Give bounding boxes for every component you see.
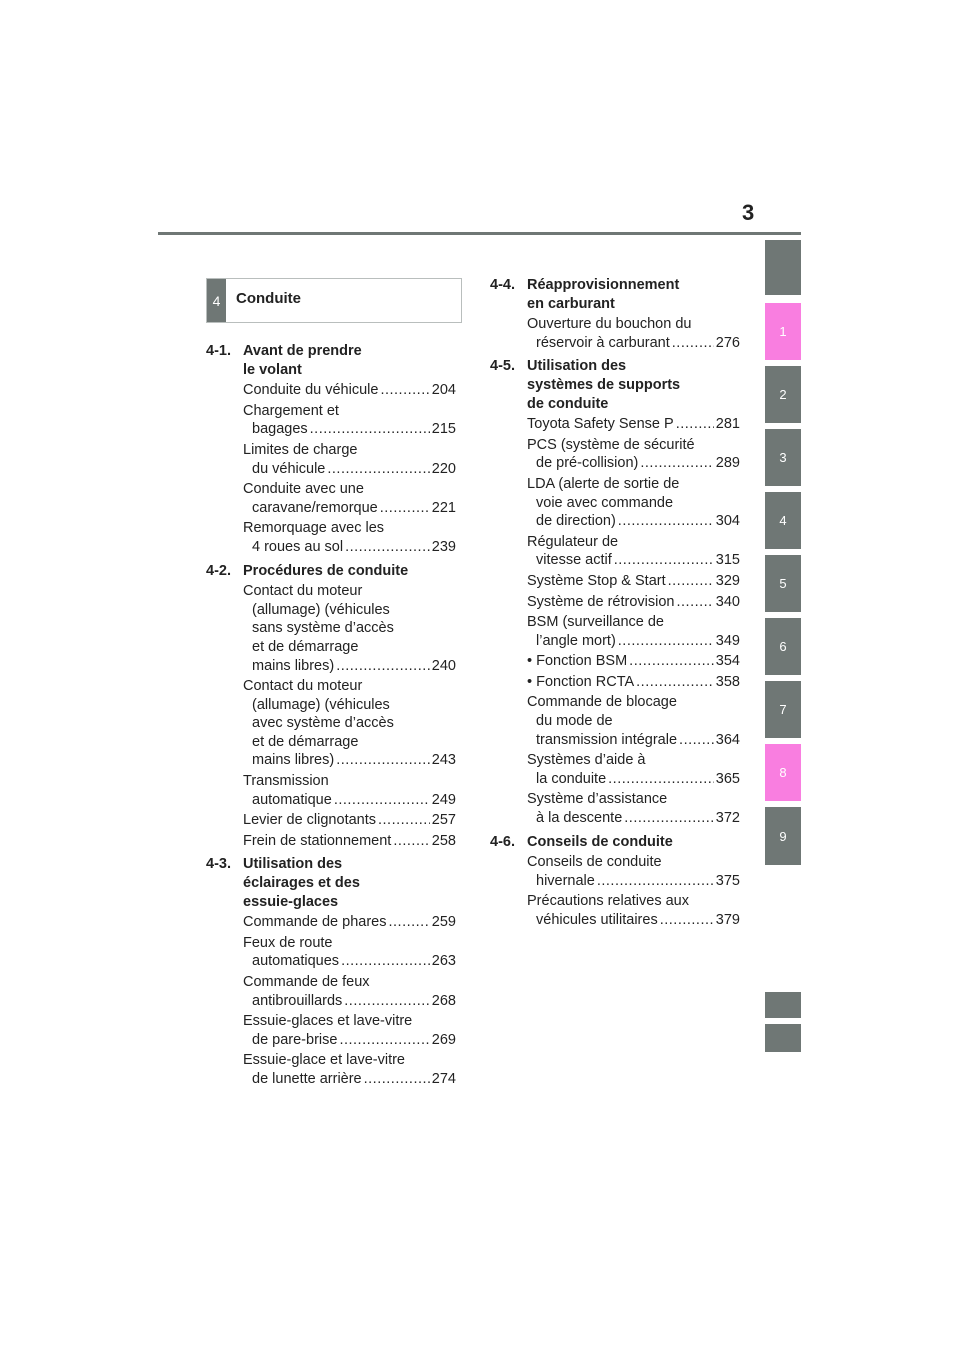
header-rule	[158, 232, 801, 235]
chapter-tab-label: 3	[779, 450, 787, 465]
toc-entry-line: Conduite du véhicule	[243, 382, 379, 399]
toc-entry-leader-row	[243, 992, 456, 1011]
dot-leader	[336, 751, 430, 770]
chapter-tab-label: 9	[779, 828, 787, 844]
chapter-tab-label: 4	[779, 513, 787, 528]
chapter-tab-4[interactable]	[765, 492, 801, 549]
toc-entry-line: hivernale	[536, 872, 595, 889]
toc-entry-line: Transmission	[243, 773, 329, 790]
toc-entry-page: 281	[715, 416, 740, 433]
toc-entry-line: Commande de feux	[243, 974, 370, 990]
toc-entry-page: 365	[715, 770, 740, 787]
toc-entry[interactable]	[490, 613, 740, 650]
chapter-tab-3[interactable]	[765, 429, 801, 486]
dot-leader	[672, 334, 714, 353]
toc-entry-page: 249	[431, 791, 456, 808]
toc-entry-line: automatique	[252, 791, 332, 808]
chapter-tab-2[interactable]	[765, 366, 801, 423]
toc-entry-leader-row	[527, 572, 740, 591]
dot-leader	[624, 809, 714, 828]
chapter-tab-label: 2	[779, 387, 787, 402]
dot-leader	[629, 652, 714, 671]
toc-entry-page: 304	[715, 513, 740, 530]
toc-entry-leader-row	[243, 657, 456, 676]
toc-entry[interactable]	[206, 913, 456, 932]
toc-entry-page: 257	[431, 812, 456, 829]
toc-entry-line: Système Stop & Start	[527, 572, 666, 589]
dot-leader	[378, 811, 430, 830]
toc-entry-line: bagages	[252, 421, 308, 438]
toc-group-title: Utilisation des éclairages et des essuie-glaces	[243, 856, 360, 910]
toc-entry-page: 259	[431, 914, 456, 931]
toc-entry-page: 268	[431, 992, 456, 1009]
toc-entry-line: réservoir à carburant	[536, 334, 670, 351]
toc-entry-line: et de démarrage	[252, 733, 359, 750]
toc-entry-line: mains libres)	[252, 657, 335, 674]
toc-group-title: Conseils de conduite	[527, 833, 673, 850]
toc-entry[interactable]	[490, 652, 740, 671]
toc-entry-leader-row	[243, 460, 456, 479]
toc-entry-line: vitesse actif	[536, 552, 612, 569]
toc-entry-line: Contact du moteur	[243, 678, 363, 695]
dot-leader	[660, 911, 714, 930]
dot-leader	[597, 872, 714, 891]
dot-leader	[345, 538, 430, 557]
toc-group-heading[interactable]	[206, 855, 456, 911]
toc-entry-page: 315	[715, 552, 740, 569]
toc-entry-line: Levier de clignotants	[243, 812, 376, 829]
toc-entry-line: à la descente	[536, 810, 623, 827]
toc-group-heading[interactable]	[490, 357, 740, 413]
dot-leader	[310, 420, 430, 439]
dot-leader	[341, 952, 430, 971]
dot-leader	[676, 415, 714, 434]
toc-entry-leader-row	[527, 551, 740, 570]
chapter-tab-label: 8	[779, 765, 787, 780]
toc-entry[interactable]	[206, 832, 456, 851]
toc-entry[interactable]	[206, 441, 456, 478]
toc-entry-line: Feux de route	[243, 934, 333, 951]
toc-entry-line: Régulateur de	[527, 533, 619, 550]
toc-entry[interactable]	[490, 315, 740, 352]
toc-entry-leader-row	[243, 751, 456, 770]
dot-leader	[327, 460, 429, 479]
chapter-tab-6[interactable]	[765, 618, 801, 675]
toc-entry[interactable]	[206, 811, 456, 830]
toc-entry[interactable]	[490, 853, 740, 890]
dot-leader	[668, 572, 714, 591]
toc-entry-leader-row	[527, 652, 740, 671]
toc-entry[interactable]	[490, 593, 740, 612]
page-number: 3	[742, 200, 755, 225]
toc-entry-line: Conseils de conduite	[527, 854, 662, 871]
toc-group-number: 4-3.	[206, 856, 231, 873]
toc-entry-page: 372	[715, 810, 740, 827]
toc-entry-page: 349	[715, 632, 740, 649]
chapter-tab-7[interactable]	[765, 681, 801, 738]
toc-group-heading[interactable]	[206, 342, 456, 379]
dot-leader	[608, 770, 714, 789]
toc-entry-page: 263	[431, 953, 456, 970]
toc-entry[interactable]	[206, 519, 456, 556]
toc-entry-leader-row	[527, 911, 740, 930]
toc-entry-line: Conduite avec une	[243, 481, 364, 498]
toc-entry-page: 274	[431, 1070, 456, 1087]
toc-entry-line: (allumage) (véhicules	[252, 696, 390, 713]
toc-entry-page: 358	[715, 673, 740, 690]
toc-entry[interactable]	[206, 973, 456, 1010]
toc-group-number: 4-4.	[490, 277, 515, 293]
toc-group-title: Procédures de conduite	[243, 562, 409, 579]
toc-entry-page: 221	[431, 499, 456, 516]
dot-leader	[636, 673, 714, 692]
toc-entry-line: véhicules utilitaires	[536, 912, 658, 928]
toc-group-title: Avant de prendre le volant	[243, 343, 362, 378]
toc-group-number: 4-2.	[206, 562, 231, 579]
toc-entry-line: l’angle mort)	[536, 632, 616, 649]
toc-entry-page: 375	[715, 872, 740, 889]
dot-leader	[676, 593, 713, 612]
dot-leader	[339, 1031, 429, 1050]
toc-entry-line: • Fonction RCTA	[527, 673, 635, 690]
toc-group	[206, 562, 456, 851]
toc-entry-line: du véhicule	[252, 460, 326, 477]
toc-entry-line: Remorquage avec les	[243, 520, 385, 537]
chapter-tab-label: 7	[779, 702, 787, 717]
toc-entry-line: de lunette arrière	[252, 1070, 362, 1087]
toc-entry-leader-row	[243, 538, 456, 557]
toc-entry-line: Système d’assistance	[527, 791, 668, 808]
toc-group	[490, 276, 740, 352]
toc-entry-line: Toyota Safety Sense P	[527, 416, 674, 433]
dot-leader	[640, 454, 713, 473]
toc-entry-line: PCS (système de sécurité	[527, 436, 695, 453]
toc-entry-page: 354	[715, 653, 740, 670]
toc-entry[interactable]	[206, 381, 456, 400]
toc-entry[interactable]	[206, 1051, 456, 1088]
dot-leader	[380, 499, 430, 518]
chapter-tab-8[interactable]	[765, 744, 801, 801]
toc-group-number: 4-6.	[490, 833, 515, 850]
toc-entry-page: 220	[431, 460, 456, 477]
toc-entry-line: de pare-brise	[252, 1031, 338, 1048]
chapter-tab-blank-11[interactable]	[765, 1024, 801, 1052]
dot-leader	[364, 1070, 430, 1089]
toc-entry-line: antibrouillards	[252, 992, 343, 1009]
section-title: Conduite	[236, 290, 301, 307]
toc-entry-page: 379	[715, 912, 740, 928]
dot-leader	[336, 657, 430, 676]
chapter-tab-blank-10[interactable]	[765, 992, 801, 1018]
toc-entry[interactable]	[490, 436, 740, 473]
dot-leader	[393, 832, 429, 851]
toc-entry-line: Essuie-glaces et lave-vitre	[243, 1013, 413, 1030]
dot-leader	[380, 381, 429, 400]
toc-group-title: Réapprovisionnement en carburant	[527, 277, 680, 312]
toc-entry[interactable]	[206, 772, 456, 809]
toc-entry[interactable]	[490, 533, 740, 570]
toc-entry[interactable]	[490, 693, 740, 749]
toc-entry-leader-row	[243, 811, 456, 830]
toc-entry-line: LDA (alerte de sortie de	[527, 475, 680, 492]
toc-entry[interactable]	[490, 751, 740, 788]
toc-entry-page: 243	[431, 752, 456, 769]
toc-entry-line: caravane/remorque	[252, 499, 378, 516]
chapter-tab-blank-0[interactable]	[765, 240, 801, 295]
section-number: 4	[207, 279, 226, 322]
toc-entry-leader-row	[527, 454, 740, 473]
toc-entry-page: 215	[431, 421, 456, 438]
chapter-tab-5[interactable]	[765, 555, 801, 612]
toc-entry-page: 276	[715, 334, 740, 351]
toc-group	[206, 855, 456, 1088]
dot-leader	[618, 512, 714, 531]
toc-entry-line: Précautions relatives aux	[527, 893, 689, 910]
toc-entry-line: transmission intégrale	[536, 731, 678, 748]
toc-column-left	[206, 342, 456, 1094]
toc-entry-page: 240	[431, 657, 456, 674]
toc-entry-line: Système de rétrovision	[527, 593, 675, 610]
dot-leader	[618, 632, 714, 651]
toc-entry-line: de pré-collision)	[536, 455, 639, 472]
toc-entry-leader-row	[243, 499, 456, 518]
toc-entry-leader-row	[527, 770, 740, 789]
toc-group	[206, 342, 456, 557]
toc-entry-line: Frein de stationnement	[243, 832, 392, 849]
toc-entry-line: avec système d’accès	[252, 715, 394, 732]
toc-group	[490, 357, 740, 827]
toc-entry-line: Chargement et	[243, 402, 339, 419]
toc-column-right	[490, 276, 740, 935]
toc-entry-page: 258	[431, 832, 456, 849]
dot-leader	[388, 913, 429, 932]
toc-entry-leader-row	[527, 334, 740, 353]
chapter-tab-label: 1	[779, 324, 787, 339]
toc-entry[interactable]	[490, 475, 740, 531]
toc-entry[interactable]	[206, 480, 456, 517]
toc-entry-line: (allumage) (véhicules	[252, 601, 390, 618]
toc-entry-leader-row	[243, 1031, 456, 1050]
toc-entry[interactable]	[206, 582, 456, 675]
chapter-tab-label: 5	[779, 576, 787, 591]
toc-entry-leader-row	[243, 913, 456, 932]
chapter-tab-9[interactable]	[765, 807, 801, 865]
toc-entry-page: 329	[715, 572, 740, 589]
toc-entry[interactable]	[206, 934, 456, 971]
toc-entry-line: Limites de charge	[243, 441, 358, 458]
toc-entry[interactable]	[206, 677, 456, 770]
toc-entry[interactable]	[490, 673, 740, 692]
toc-entry-leader-row	[527, 872, 740, 891]
toc-group-heading[interactable]	[490, 833, 740, 852]
dot-leader	[334, 791, 430, 810]
dot-leader	[679, 731, 714, 750]
toc-entry-line: Contact du moteur	[243, 583, 363, 600]
toc-entry-leader-row	[527, 632, 740, 651]
toc-entry-leader-row	[243, 952, 456, 971]
toc-entry-leader-row	[527, 673, 740, 692]
toc-entry-page: 239	[431, 538, 456, 555]
toc-entry-line: mains libres)	[252, 752, 335, 769]
toc-entry-line: Commande de phares	[243, 914, 387, 931]
toc-entry-page: 204	[431, 382, 456, 399]
toc-entry-line: BSM (surveillance de	[527, 614, 664, 631]
chapter-tab-label: 6	[779, 639, 787, 654]
toc-entry[interactable]	[490, 790, 740, 827]
toc-entry-page: 364	[715, 731, 740, 748]
toc-entry-line: Essuie-glace et lave-vitre	[243, 1052, 405, 1069]
toc-entry-line: Systèmes d’aide à	[527, 752, 646, 769]
chapter-tab-1[interactable]	[765, 303, 801, 360]
toc-entry-leader-row	[527, 415, 740, 434]
toc-entry-page: 269	[431, 1031, 456, 1048]
toc-entry-leader-row	[527, 809, 740, 828]
toc-entry[interactable]	[206, 1012, 456, 1049]
toc-entry[interactable]	[490, 572, 740, 591]
toc-entry-page: 289	[715, 455, 740, 472]
toc-entry[interactable]	[206, 402, 456, 439]
toc-entry[interactable]	[490, 415, 740, 434]
toc-entry-leader-row	[243, 791, 456, 810]
toc-entry-line: • Fonction BSM	[527, 653, 628, 670]
toc-entry-page: 340	[715, 593, 740, 610]
toc-entry-leader-row	[243, 832, 456, 851]
toc-group	[490, 833, 740, 930]
toc-group-number: 4-1.	[206, 343, 231, 359]
toc-group-heading[interactable]	[206, 562, 456, 581]
toc-entry-line: 4 roues au sol	[252, 538, 344, 555]
toc-entry-line: Ouverture du bouchon du	[527, 316, 692, 333]
toc-group-title: Utilisation des systèmes de supports de conduite	[527, 358, 681, 412]
toc-entry-line: sans système d’accès	[252, 620, 394, 637]
toc-entry-leader-row	[527, 593, 740, 612]
dot-leader	[614, 551, 714, 570]
toc-entry-line: de direction)	[536, 513, 616, 530]
toc-entry-leader-row	[527, 512, 740, 531]
dot-leader	[344, 992, 430, 1011]
toc-entry-leader-row	[243, 1070, 456, 1089]
section-header	[206, 278, 462, 323]
toc-entry-leader-row	[527, 731, 740, 750]
toc-group-number: 4-5.	[490, 358, 515, 375]
toc-entry-leader-row	[243, 381, 456, 400]
toc-group-heading[interactable]	[490, 276, 740, 313]
toc-entry-line: et de démarrage	[252, 638, 359, 655]
toc-entry-line: du mode de	[536, 713, 613, 730]
toc-entry[interactable]	[490, 892, 740, 929]
toc-entry-leader-row	[243, 420, 456, 439]
toc-entry-line: voie avec commande	[536, 494, 674, 511]
toc-entry-line: la conduite	[536, 770, 607, 787]
toc-entry-line: Commande de blocage	[527, 694, 677, 711]
toc-entry-line: automatiques	[252, 953, 340, 970]
